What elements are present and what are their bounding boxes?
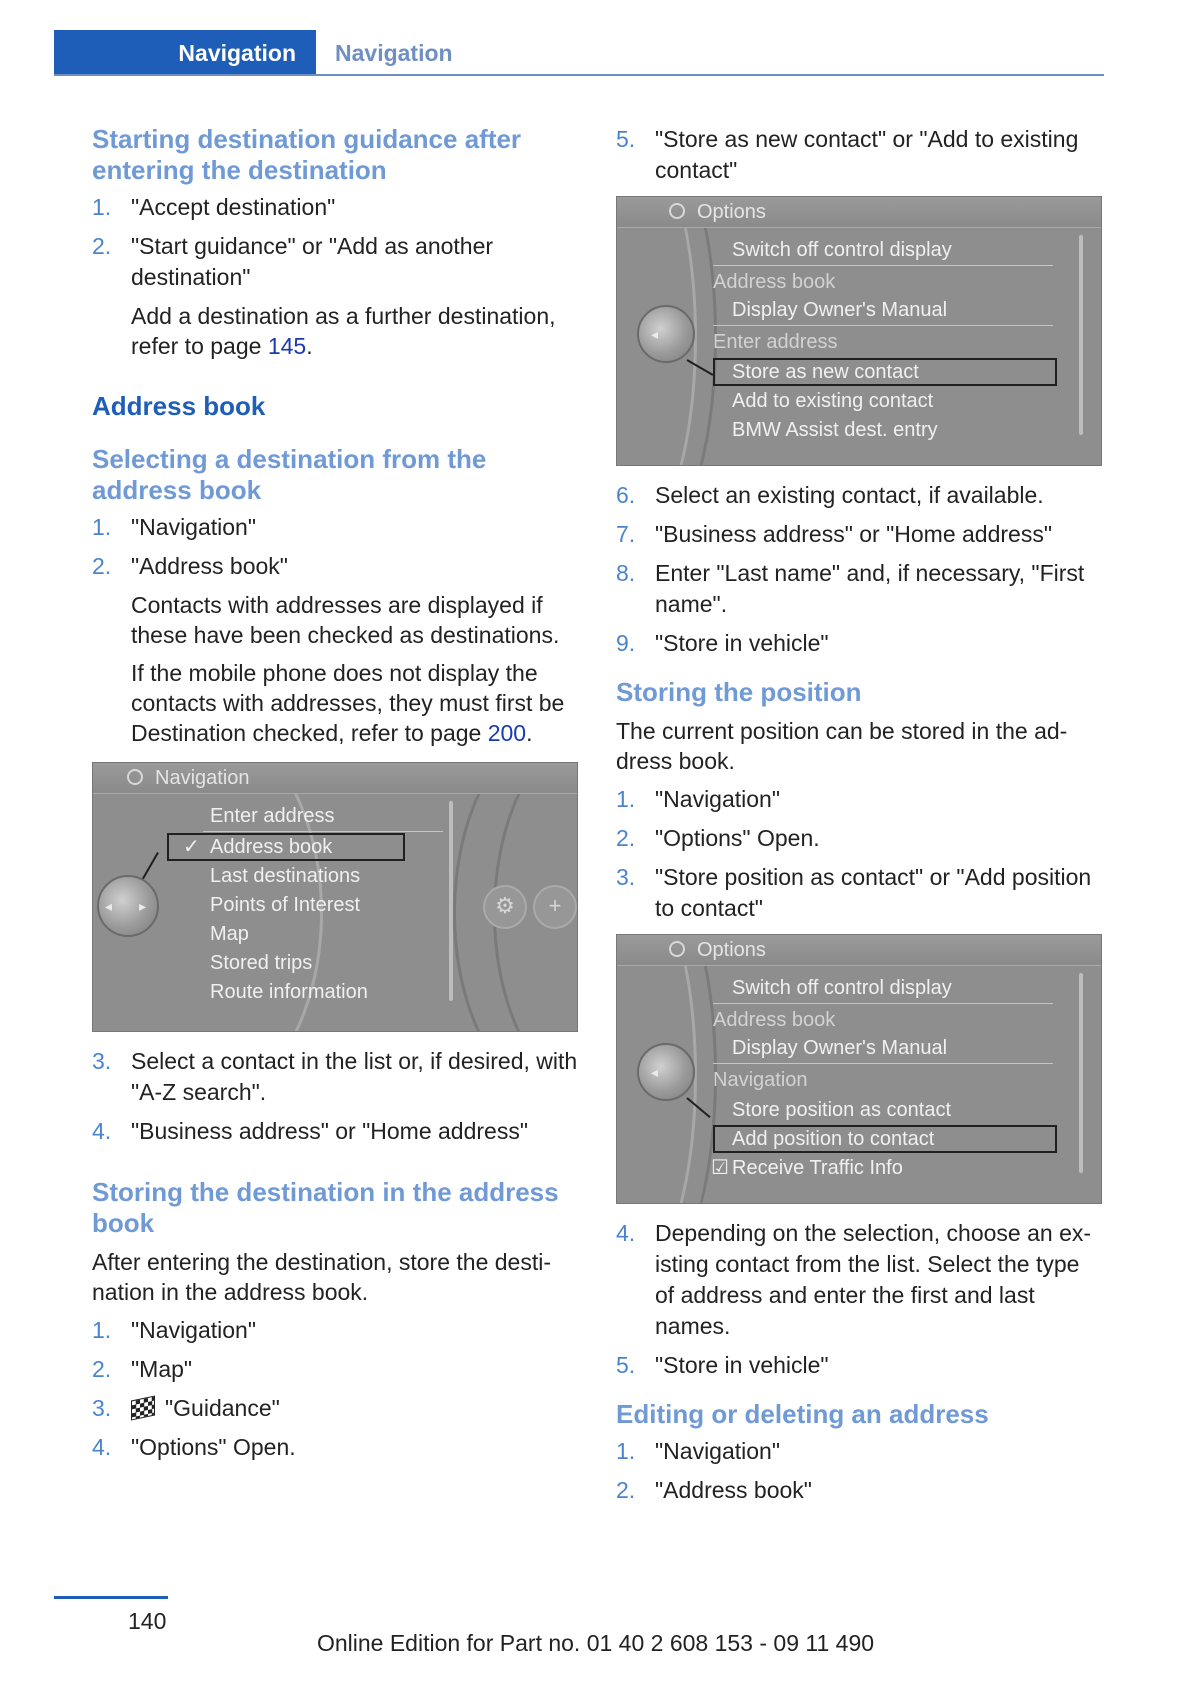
checkbox-checked-icon: ☑ <box>711 1157 729 1179</box>
steps-store-destination-continued-2 <box>616 480 1104 659</box>
scrollbar <box>1079 235 1083 435</box>
menu-item-stored-trips: Stored trips <box>210 952 313 974</box>
menu-item-bmw-assist: BMW Assist dest. entry <box>732 419 938 441</box>
list-item: 2. "Address book" Contacts with addresses are displayed if these have been checked as destinations. If the mobile phone does not display the contacts with addresses, they must first be Destination checked, refer to page 200. <box>92 551 580 748</box>
section-title-edit-address: Editing or deleting an address <box>616 1399 989 1429</box>
section-title-store-position: Storing the position <box>616 677 862 707</box>
paragraph: After entering the destination, store the desti-nation in the address book. <box>92 1249 551 1305</box>
step-note: Contacts with addresses are displayed if these have been checked as destinations. <box>131 592 560 648</box>
list-item: 1. "Navigation" <box>616 1438 781 1464</box>
navigation-icon <box>127 769 143 785</box>
step-note: If the mobile phone does not display the contacts with addresses, they must first be Destination checked, refer to page 200. <box>131 660 565 746</box>
steps-edit-address <box>616 1436 1104 1506</box>
section-title-address-book: Address book <box>92 391 266 421</box>
list-item: 5. "Store in vehicle" <box>616 1352 829 1378</box>
steps-store-position <box>616 784 1104 924</box>
list-item: 4. "Business address" or "Home address" <box>92 1118 528 1144</box>
list-item: 1. "Navigation" <box>616 786 781 812</box>
list-item: 1. "Accept destination" <box>92 194 336 220</box>
chevron-left-icon: ◂ <box>651 326 659 342</box>
header-rule <box>54 74 1104 76</box>
chevron-left-icon: ◂ <box>105 898 113 914</box>
menu-item-enter-address: Enter address <box>210 805 335 827</box>
page-link-145[interactable]: 145 <box>267 333 307 359</box>
chevron-left-icon: ◂ <box>651 1064 659 1080</box>
menu-item-address-book: Address book <box>210 836 333 858</box>
list-item: 2. "Options" Open. <box>616 825 820 851</box>
list-item: 2. "Address book" <box>616 1477 812 1503</box>
list-item: 8. Enter "Last name" and, if necessary, "First name". <box>616 560 1085 617</box>
menu-item-points-of-interest: Points of Interest <box>210 894 361 916</box>
header-tab-label: Navigation <box>178 39 296 66</box>
menu-group: Enter address <box>713 331 838 353</box>
menu-item: Switch off control display <box>732 239 952 261</box>
options-icon <box>669 203 685 219</box>
page-number: 140 <box>128 1608 167 1634</box>
options-icon <box>669 941 685 957</box>
list-item: 7. "Business address" or "Home address" <box>616 521 1052 547</box>
steps-select-destination-continued <box>92 1046 580 1147</box>
navigation-menu-screenshot <box>92 762 578 1032</box>
menu-group: Address book <box>713 1009 836 1031</box>
list-item: 1. "Navigation" <box>92 1317 257 1343</box>
list-item: 3. Select a contact in the list or, if desired, with "A-Z search". <box>92 1048 578 1105</box>
steps-store-destination <box>92 1315 580 1463</box>
options-menu-screenshot <box>616 196 1102 466</box>
screen-title: Options <box>697 939 766 961</box>
footer-rule <box>54 1596 168 1599</box>
screen-title: Options <box>697 201 766 223</box>
step-note: Add a destination as a further destination, refer to page 145. <box>131 303 556 359</box>
scrollbar <box>1079 973 1083 1173</box>
menu-group: Address book <box>713 271 836 293</box>
edition-note: Online Edition for Part no. 01 40 2 608 153 - 09 11 490 <box>316 1630 875 1656</box>
menu-item-store-position: Store position as contact <box>732 1099 952 1121</box>
controller-knob <box>637 305 695 363</box>
steps-start-guidance <box>92 192 580 361</box>
list-item: 4. "Options" Open. <box>92 1434 296 1460</box>
list-item: 3. "Store position as contact" or "Add position to contact" <box>616 864 1092 921</box>
chevron-right-icon: ▸ <box>139 898 147 914</box>
right-column <box>616 124 1104 1514</box>
menu-item: Switch off control display <box>732 977 952 999</box>
menu-item-store-as-new-contact: Store as new contact <box>732 361 919 383</box>
list-item: 6. Select an existing contact, if available. <box>616 482 1044 508</box>
steps-select-destination <box>92 512 580 748</box>
plus-icon: + <box>533 885 577 929</box>
steps-store-position-continued <box>616 1218 1104 1381</box>
list-item: 3. "Guidance" <box>92 1395 280 1421</box>
section-title-store-destination: Storing the destination in the address book <box>92 1177 559 1238</box>
header-tab <box>54 30 316 76</box>
header-section-label: Navigation <box>335 40 453 66</box>
list-item: 2. "Map" <box>92 1356 193 1382</box>
check-icon: ✓ <box>183 836 200 858</box>
menu-item-receive-traffic-info: Receive Traffic Info <box>732 1157 903 1179</box>
menu-group: Navigation <box>713 1069 808 1091</box>
options-position-screenshot <box>616 934 1102 1204</box>
menu-item: Display Owner's Manual <box>732 1037 948 1059</box>
list-item: 4. Depending on the selection, choose an ex-isting contact from the list. Select the type of address and enter the first and last names. <box>616 1220 1092 1339</box>
section-title-start-guidance: Starting destination guidance after entering the destination <box>92 124 522 185</box>
checkered-flag-icon <box>131 1395 155 1420</box>
menu-item: Display Owner's Manual <box>732 299 948 321</box>
list-item: 1. "Navigation" <box>92 514 257 540</box>
list-item: 5. "Store as new contact" or "Add to existing contact" <box>616 126 1079 183</box>
menu-item-last-destinations: Last destinations <box>210 865 361 887</box>
page-link-200[interactable]: 200 <box>487 720 527 746</box>
list-item: 2. "Start guidance" or "Add as another destination" Add a destination as a further destination, refer to page 145. <box>92 231 580 361</box>
menu-item-add-to-existing-contact: Add to existing contact <box>732 390 934 412</box>
steps-store-destination-continued <box>616 124 1104 186</box>
left-column <box>92 124 580 1471</box>
section-title-select-destination: Selecting a destination from the address book <box>92 444 487 505</box>
menu-item-route-information: Route information <box>210 981 368 1003</box>
scrollbar <box>449 801 453 1001</box>
gear-icon: ⚙ <box>483 885 527 929</box>
list-item: 9. "Store in vehicle" <box>616 630 829 656</box>
menu-item-map: Map <box>210 923 249 945</box>
menu-item-add-position: Add position to contact <box>732 1128 935 1150</box>
controller-knob <box>637 1043 695 1101</box>
screen-title: Navigation <box>155 767 250 789</box>
paragraph: The current position can be stored in the ad-dress book. <box>616 718 1068 774</box>
